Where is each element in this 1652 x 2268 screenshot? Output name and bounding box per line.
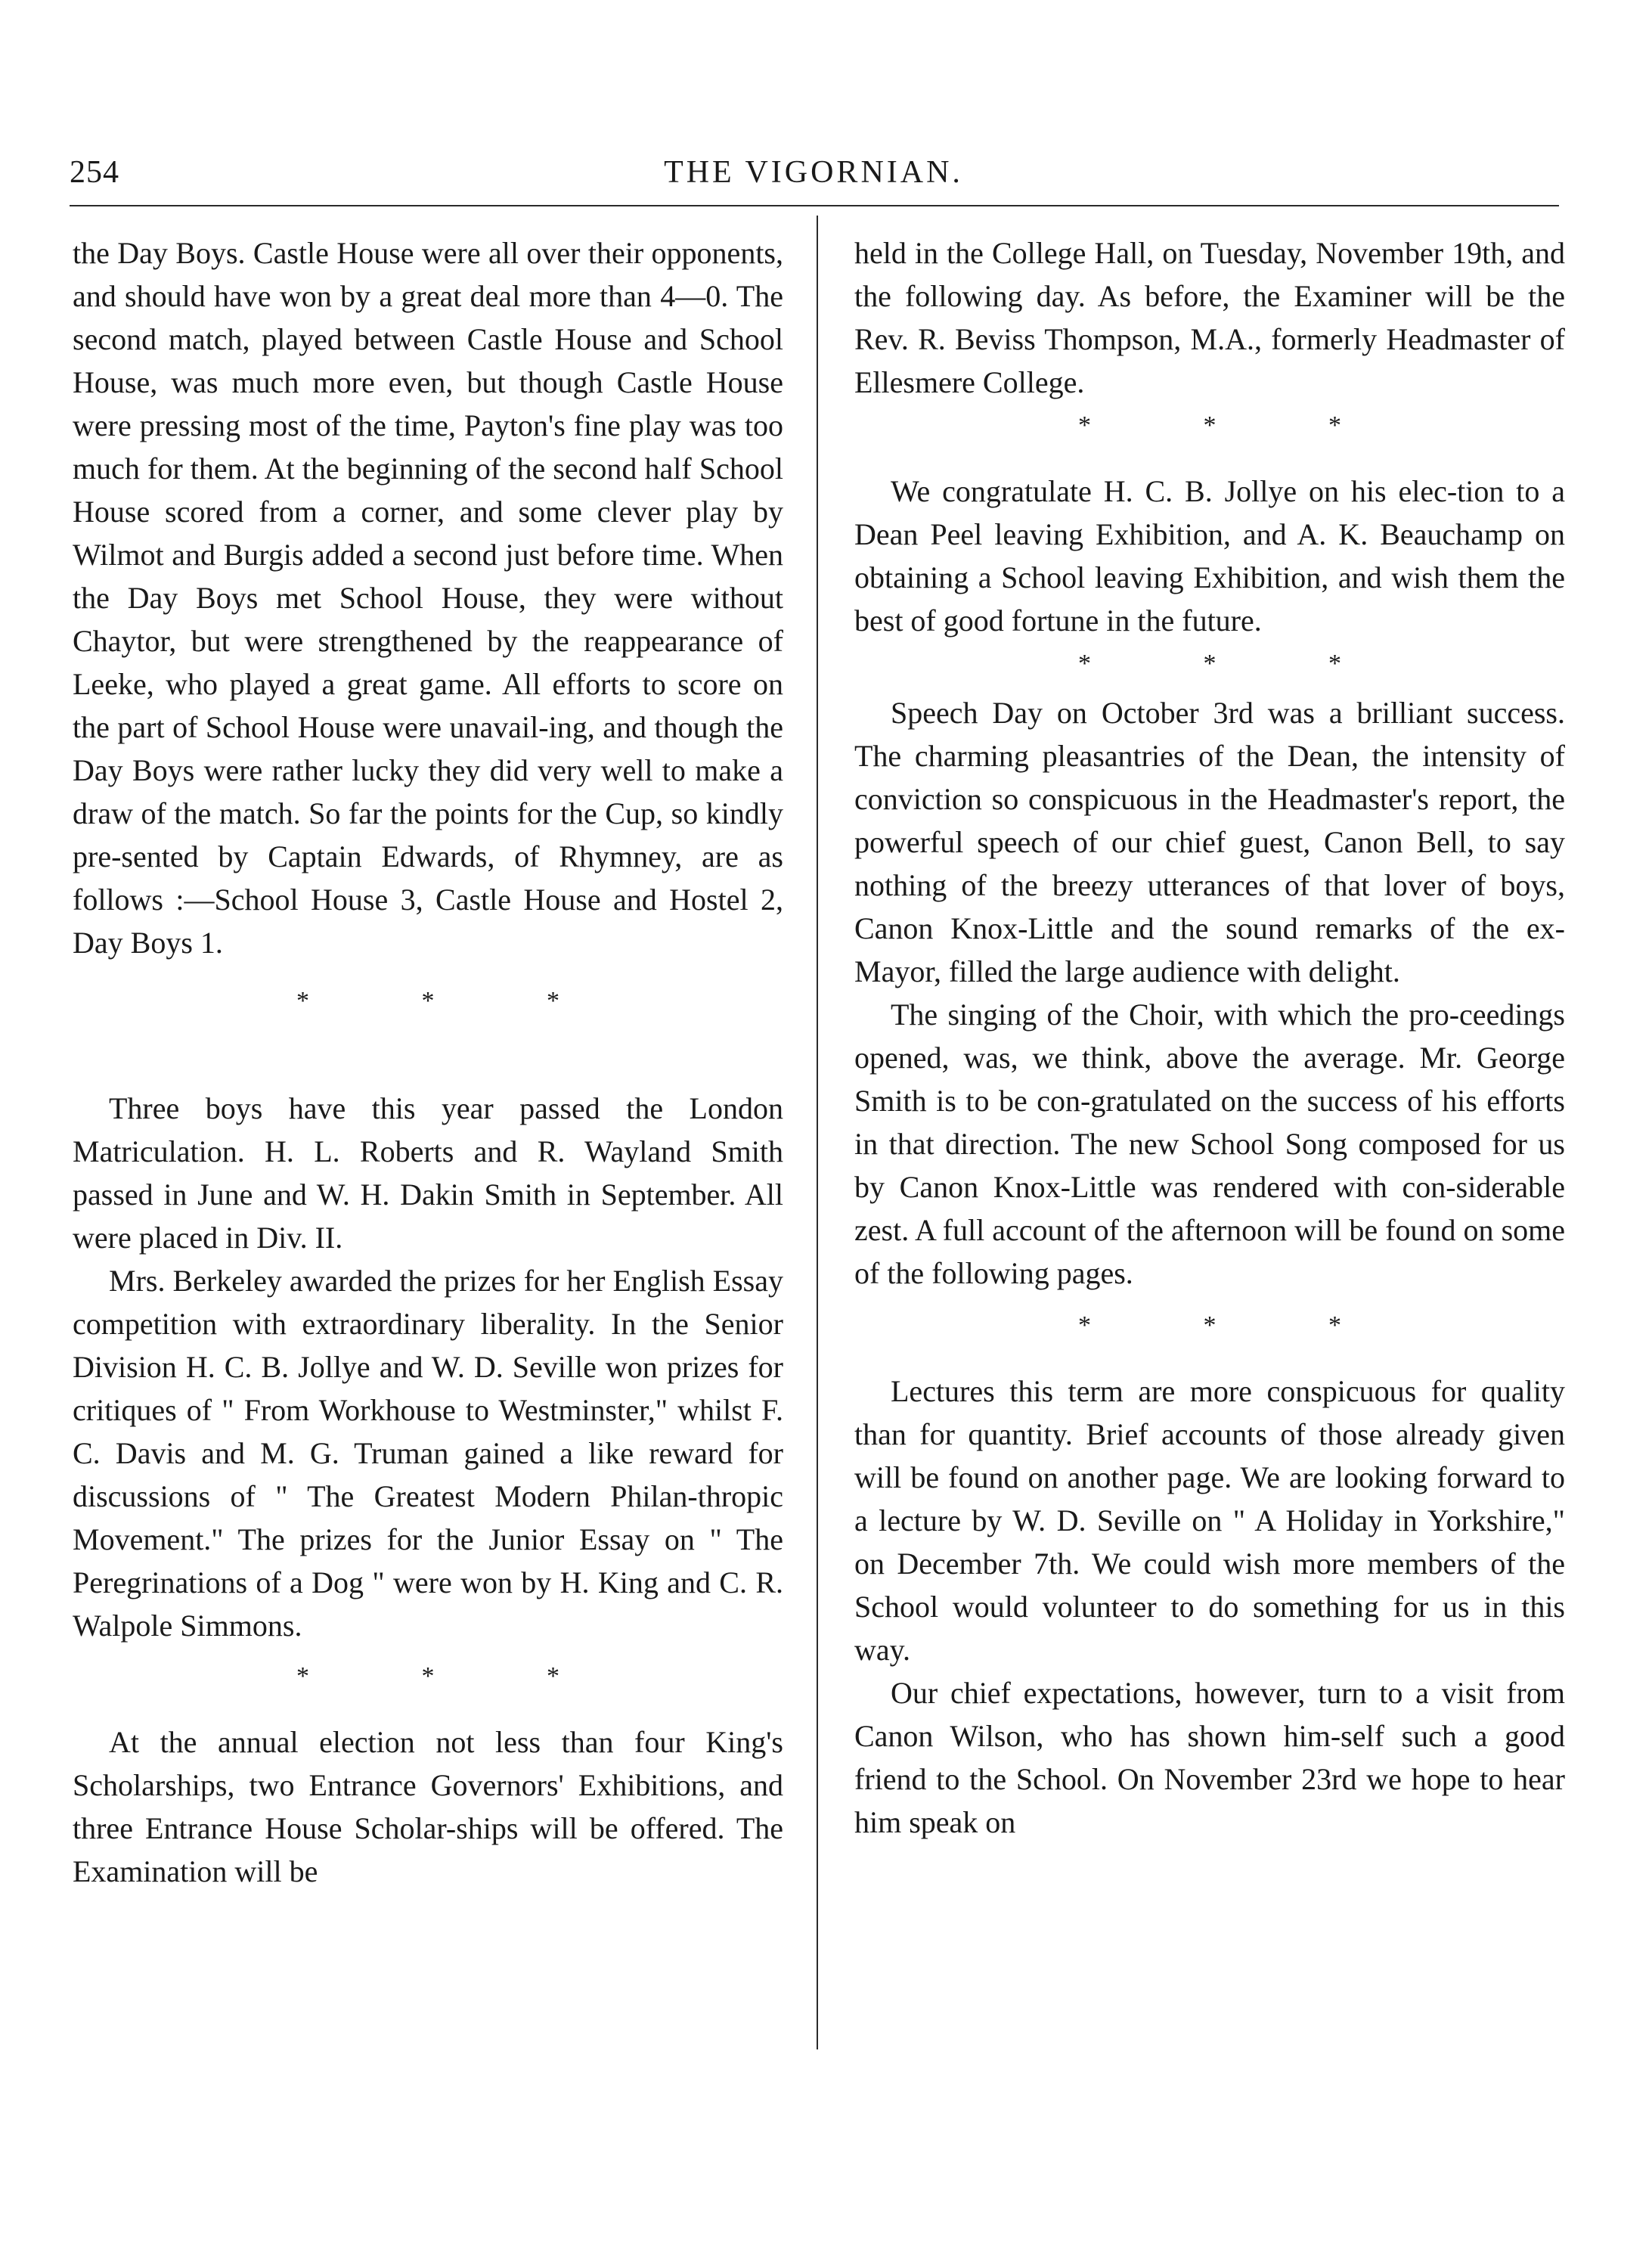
paragraph-speech-day: Speech Day on October 3rd was a brilliant success. The charming pleasantries of the Dean, the intensity of conviction so conspicuous in the Headmaster's report, the powerful speech of our chief guest, Canon Bell, to say nothing of the breezy utterances of that lover of boys, Canon Knox-Little and the sound remarks of the ex-Mayor, filled the large audience with delight. bbox=[854, 696, 1565, 988]
section-separator: * * * bbox=[296, 1662, 612, 1690]
right-column bbox=[854, 231, 1565, 1844]
section-separator: * * * bbox=[1078, 411, 1394, 439]
paragraph-congratulations: We congratulate H. C. B. Jollye on his elec-tion to a Dean Peel leaving Exhibition, and A. K. Beauchamp on obtaining a School leaving Exhibition, and wish them the best of good fortune in the future. bbox=[854, 474, 1565, 638]
paragraph-house-matches: the Day Boys. Castle House were all over their opponents, and should have won by a great deal more than 4—0. The second match, played between Castle House and School House, was much more even, but though Castle House were pressing most of the time, Payton's fine play was too much for them. At the beginning of the second half School House scored from a corner, and some clever play by Wilmot and Burgis added a second just before time. When the Day Boys met School House, they were without Chaytor, but were strengthened by the reappearance of Leeke, who played a great game. All efforts to score on the part of School House were unavail-ing, and though the Day Boys were rather lucky they did very well to make a draw of the match. So far the points for the Cup, so kindly pre-sented by Captain Edwards, of Rhymney, are as follows :—School House 3, Castle House and Hostel 2, Day Boys 1. bbox=[73, 236, 783, 960]
left-column bbox=[73, 231, 783, 1893]
section-separator: * * * bbox=[296, 987, 612, 1015]
journal-title: THE VIGORNIAN. bbox=[664, 155, 963, 190]
section-separator: * * * bbox=[1078, 1311, 1394, 1339]
column-divider bbox=[817, 216, 818, 2049]
section-separator: * * * bbox=[1078, 650, 1394, 678]
paragraph-lectures: Lectures this term are more conspicuous for quality than for quantity. Brief accounts of those already given will be found on another page. We are looking forward to a lecture by W. D. Seville on " A Holiday in Yorkshire," on December 7th. We could wish more members of the School would volunteer to do something for us in this way. bbox=[854, 1374, 1565, 1667]
paragraph-examination: held in the College Hall, on Tuesday, November 19th, and the following day. As before, the Examiner will be the Rev. R. Beviss Thompson, M.A., formerly Headmaster of Ellesmere College. bbox=[854, 236, 1565, 399]
paragraph-matriculation: Three boys have this year passed the London Matriculation. H. L. Roberts and R. Wayland Smith passed in June and W. H. Dakin Smith in September. All were placed in Div. II. bbox=[73, 1091, 783, 1255]
running-header bbox=[70, 148, 1557, 201]
page-number: 254 bbox=[70, 155, 119, 190]
paragraph-annual-election: At the annual election not less than four King's Scholarships, two Entrance Governors' Exhibitions, and three Entrance House Scholar-ships will be offered. The Examination will be bbox=[73, 1725, 783, 1888]
paragraph-essay-prizes: Mrs. Berkeley awarded the prizes for her English Essay competition with extraordinary liberality. In the Senior Division H. C. B. Jollye and W. D. Seville won prizes for critiques of " From Workhouse to Westminster," whilst F. C. Davis and M. G. Truman gained a like reward for discussions of " The Greatest Modern Philan-thropic Movement." The prizes for the Junior Essay on " The Peregrinations of a Dog " were won by H. King and C. R. Walpole Simmons. bbox=[73, 1264, 783, 1643]
header-rule bbox=[70, 205, 1559, 206]
paragraph-canon-wilson: Our chief expectations, however, turn to a visit from Canon Wilson, who has shown him-self such a good friend to the School. On November 23rd we hope to hear him speak on bbox=[854, 1676, 1565, 1839]
paragraph-choir: The singing of the Choir, with which the pro-ceedings opened, was, we think, above the average. Mr. George Smith is to be con-gratulated on the success of his efforts in that direction. The new School Song composed for us by Canon Knox-Little was rendered with con-siderable zest. A full account of the afternoon will be found on some of the following pages. bbox=[854, 997, 1565, 1290]
